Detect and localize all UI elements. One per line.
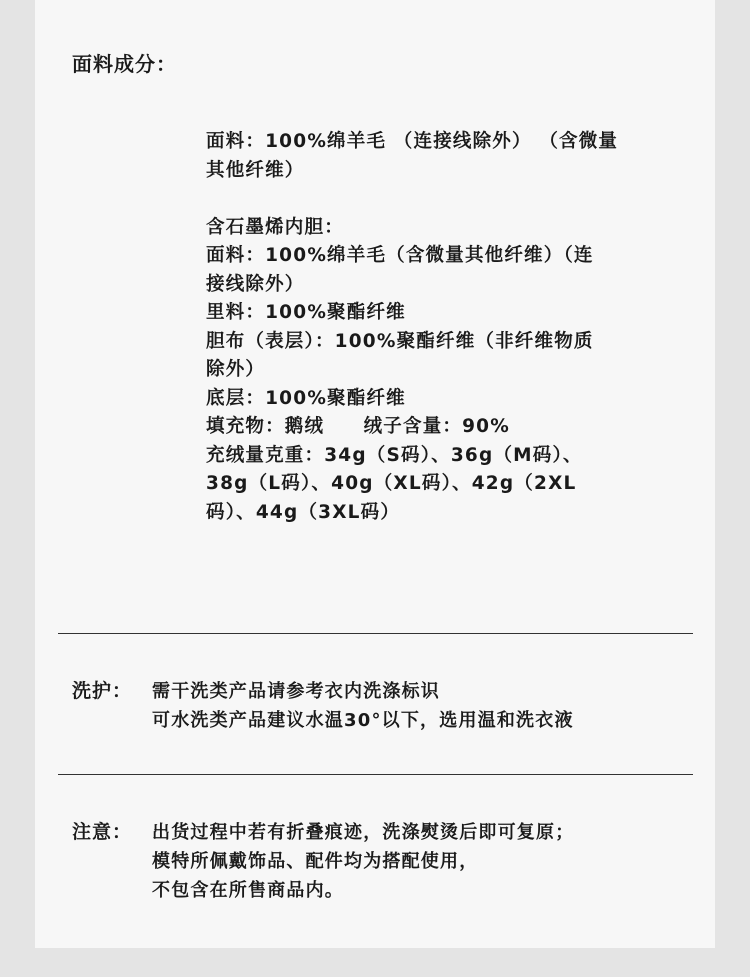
fabric-line: 面料：100%绵羊毛 （连接线除外） （含微量 — [206, 131, 619, 152]
lining-heading: 含石墨烯内胆： — [206, 216, 344, 238]
fabric-line: 面料：100%绵羊毛（含微量其他纤维）（连 — [206, 245, 594, 266]
shell-line: 胆布（表层）：100%聚酯纤维（非纤维物质 — [206, 330, 594, 352]
bottom-layer-line: 底层：100%聚酯纤维 — [206, 387, 406, 409]
fill-weight-line: 38g（L码）、40g（XL码）、42g（2XL — [206, 473, 577, 494]
notice-line: 出货过程中若有折叠痕迹，洗涤熨烫后即可复原； — [152, 822, 575, 843]
fill-weight-line: 码）、44g（3XL码） — [206, 501, 401, 523]
fabric-composition — [206, 128, 686, 527]
care-line: 可水洗类产品建议水温30°以下，选用温和洗衣液 — [152, 710, 574, 731]
fabric-line: 接线除外） — [206, 273, 305, 295]
care-label: 洗护： — [72, 680, 133, 702]
notice-text — [152, 818, 574, 905]
lining-line: 里料：100%聚酯纤维 — [206, 302, 406, 323]
care-instructions — [152, 677, 574, 735]
care-line: 需干洗类产品请参考衣内洗涤标识 — [152, 681, 440, 702]
shell-line: 除外） — [206, 359, 266, 380]
notice-line: 不包含在所售商品内。 — [152, 880, 344, 901]
fill-weight-line: 充绒量克重：34g（S码）、36g（M码）、 — [206, 444, 583, 466]
section-divider — [58, 774, 693, 775]
section-divider — [58, 633, 693, 634]
filling-line: 填充物：鹅绒 绒子含量：90% — [206, 416, 510, 437]
notice-label: 注意： — [72, 821, 133, 843]
fabric-heading: 面料成分： — [72, 52, 177, 76]
fabric-spacer — [206, 185, 686, 214]
notice-line: 模特所佩戴饰品、配件均为搭配使用， — [152, 851, 479, 872]
fabric-line: 其他纤维） — [206, 159, 305, 181]
